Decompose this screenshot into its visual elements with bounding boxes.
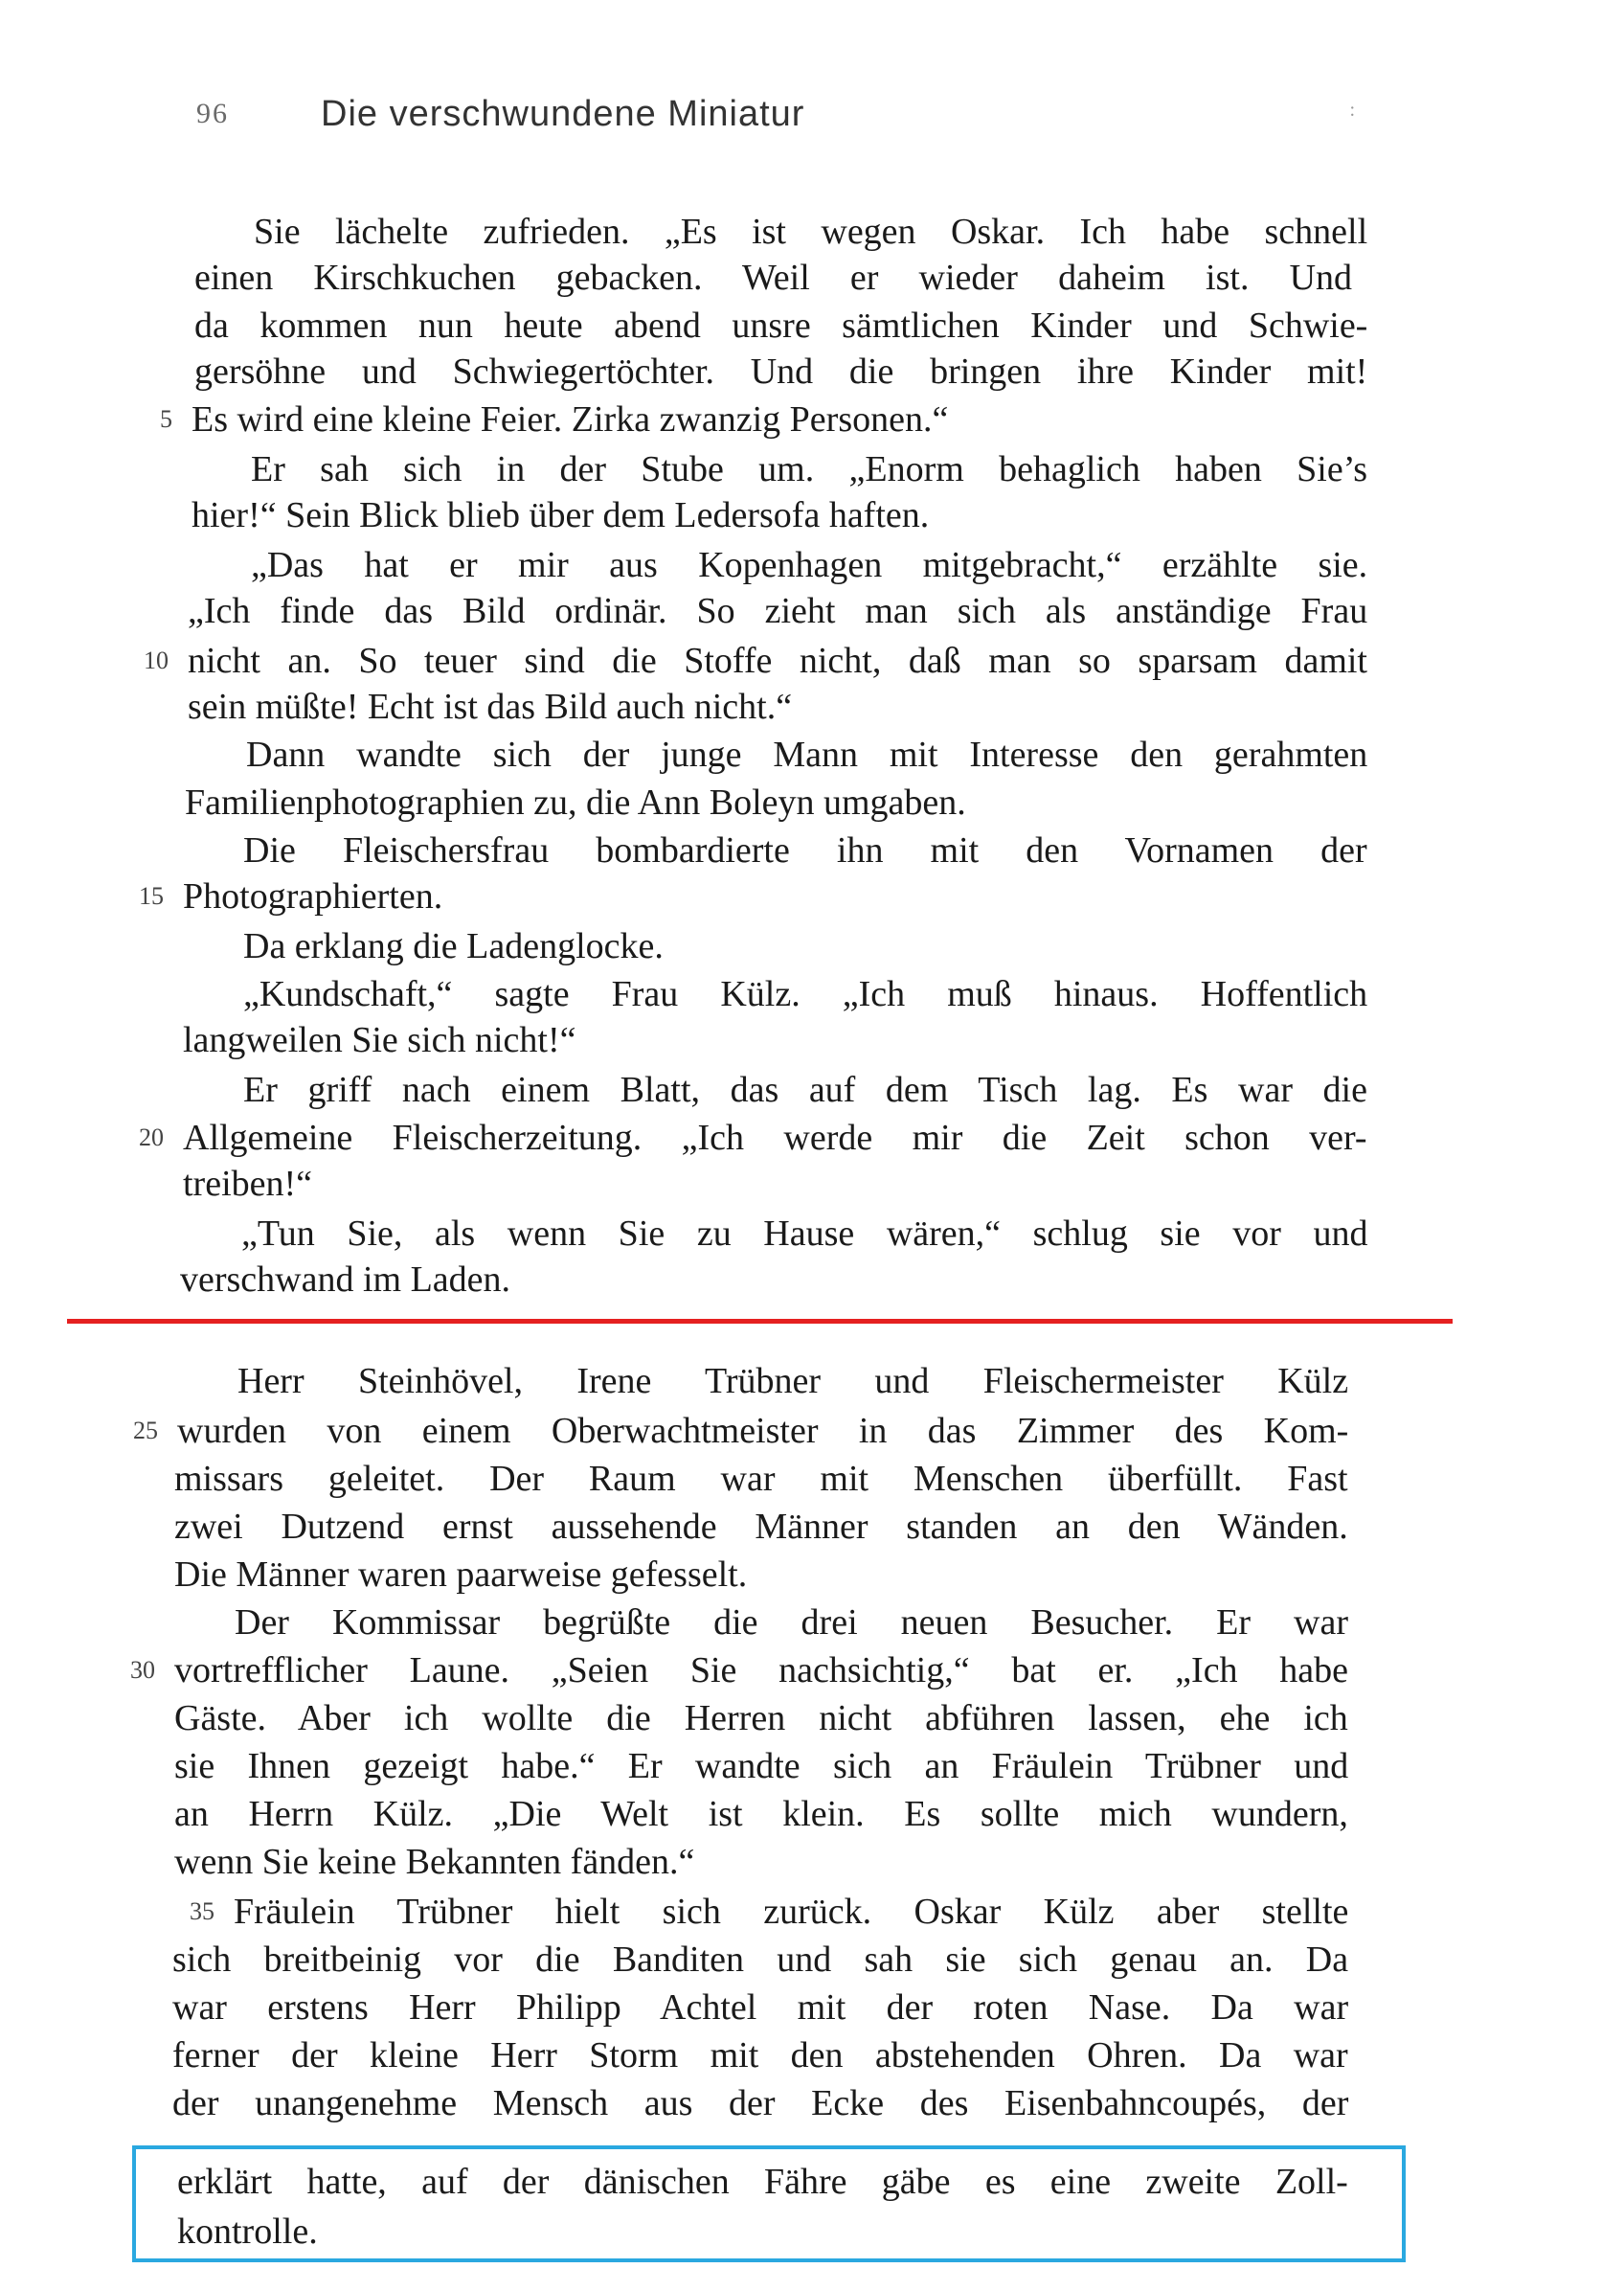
red-separator-line <box>67 1319 1453 1324</box>
text-line: wurden von einem Oberwachtmeister in das Zimmer des Kom- <box>177 1411 1349 1451</box>
header-mark: : <box>1349 100 1355 121</box>
running-title: Die verschwundene Miniatur <box>321 94 805 134</box>
line-number: 5 <box>160 405 172 433</box>
text-line: der unangenehme Mensch aus der Ecke des Eisenbahncoupés, der <box>172 2083 1349 2123</box>
text-line: missars geleitet. Der Raum war mit Menschen überfüllt. Fast <box>174 1459 1348 1499</box>
text-line: Fräulein Trübner hielt sich zurück. Oskar Külz aber stellte <box>234 1892 1349 1932</box>
text-line: Photographierten. <box>183 876 443 917</box>
text-line: treiben!“ <box>183 1164 313 1204</box>
line-number: 10 <box>144 646 169 674</box>
text-line: da kommen nun heute abend unsre sämtlichen Kinder und Schwie- <box>194 306 1368 346</box>
text-line: Der Kommissar begrüßte die drei neuen Besucher. Er war <box>235 1602 1348 1643</box>
text-line: ferner der kleine Herr Storm mit den abstehenden Ohren. Da war <box>172 2035 1348 2076</box>
text-line: „Kundschaft,“ sagte Frau Külz. „Ich muß hinaus. Hoffentlich <box>243 974 1368 1014</box>
text-line: Dann wandte sich der junge Mann mit Interesse den gerahmten <box>246 735 1368 775</box>
text-line: Die Fleischersfrau bombardierte ihn mit den Vornamen der <box>243 830 1367 871</box>
text-line: Allgemeine Fleischerzeitung. „Ich werde mir die Zeit schon ver- <box>183 1118 1367 1158</box>
text-line: vortrefflicher Laune. „Seien Sie nachsichtig,“ bat er. „Ich habe <box>174 1650 1349 1690</box>
text-line: Er griff nach einem Blatt, das auf dem Tisch lag. Es war die <box>243 1070 1367 1110</box>
text-line: sie Ihnen gezeigt habe.“ Er wandte sich an Fräulein Trübner und <box>174 1746 1349 1786</box>
text-line: Herr Steinhövel, Irene Trübner und Fleischermeister Külz <box>237 1361 1349 1401</box>
line-number: 15 <box>139 882 164 910</box>
text-line: hier!“ Sein Blick blieb über dem Ledersofa haften. <box>192 495 930 535</box>
text-line: Gäste. Aber ich wollte die Herren nicht abführen lassen, ehe ich <box>174 1698 1348 1738</box>
text-line: Es wird eine kleine Feier. Zirka zwanzig Personen.“ <box>192 399 949 440</box>
text-line: Die Männer waren paarweise gefesselt. <box>174 1554 748 1595</box>
text-line: nicht an. So teuer sind die Stoffe nicht, daß man so sparsam damit <box>188 641 1367 681</box>
page-number: 96 <box>196 98 229 129</box>
text-line: sich breitbeinig vor die Banditen und sah sie sich genau an. Da <box>172 1939 1349 1980</box>
text-line: einen Kirschkuchen gebacken. Weil er wieder daheim ist. Und <box>194 258 1353 298</box>
text-line: langweilen Sie sich nicht!“ <box>183 1020 576 1060</box>
text-line: an Herrn Külz. „Die Welt ist klein. Es sollte mich wundern, <box>174 1794 1348 1834</box>
text-line: erklärt hatte, auf der dänischen Fähre gäbe es eine zweite Zoll- <box>177 2162 1348 2202</box>
text-line: kontrolle. <box>177 2212 318 2252</box>
text-line: Er sah sich in der Stube um. „Enorm behaglich haben Sie’s <box>251 449 1368 489</box>
text-line: „Ich finde das Bild ordinär. So zieht man sich als anständige Frau <box>188 591 1368 631</box>
text-line: war erstens Herr Philipp Achtel mit der roten Nase. Da war <box>172 1987 1349 2028</box>
text-line: „Das hat er mir aus Kopenhagen mitgebracht,“ erzählte sie. <box>251 545 1368 585</box>
text-line: gersöhne und Schwiegertöchter. Und die bringen ihre Kinder mit! <box>194 352 1368 392</box>
line-number: 25 <box>133 1417 158 1444</box>
running-header <box>187 94 1365 151</box>
text-line: Sie lächelte zufrieden. „Es ist wegen Oskar. Ich habe schnell <box>254 212 1368 252</box>
text-line: wenn Sie keine Bekannten fänden.“ <box>174 1842 695 1882</box>
line-number: 30 <box>130 1656 155 1684</box>
text-line: sein müßte! Echt ist das Bild auch nicht.“ <box>188 687 793 727</box>
text-line: Familienphotographien zu, die Ann Boleyn umgaben. <box>185 783 966 823</box>
text-line: zwei Dutzend ernst aussehende Männer standen an den Wänden. <box>174 1507 1348 1547</box>
text-line: „Tun Sie, als wenn Sie zu Hause wären,“ schlug sie vor und <box>241 1214 1368 1254</box>
line-number: 20 <box>139 1123 164 1151</box>
text-line: verschwand im Laden. <box>180 1259 511 1300</box>
text-line: Da erklang die Ladenglocke. <box>243 926 664 966</box>
line-number: 35 <box>190 1897 214 1925</box>
